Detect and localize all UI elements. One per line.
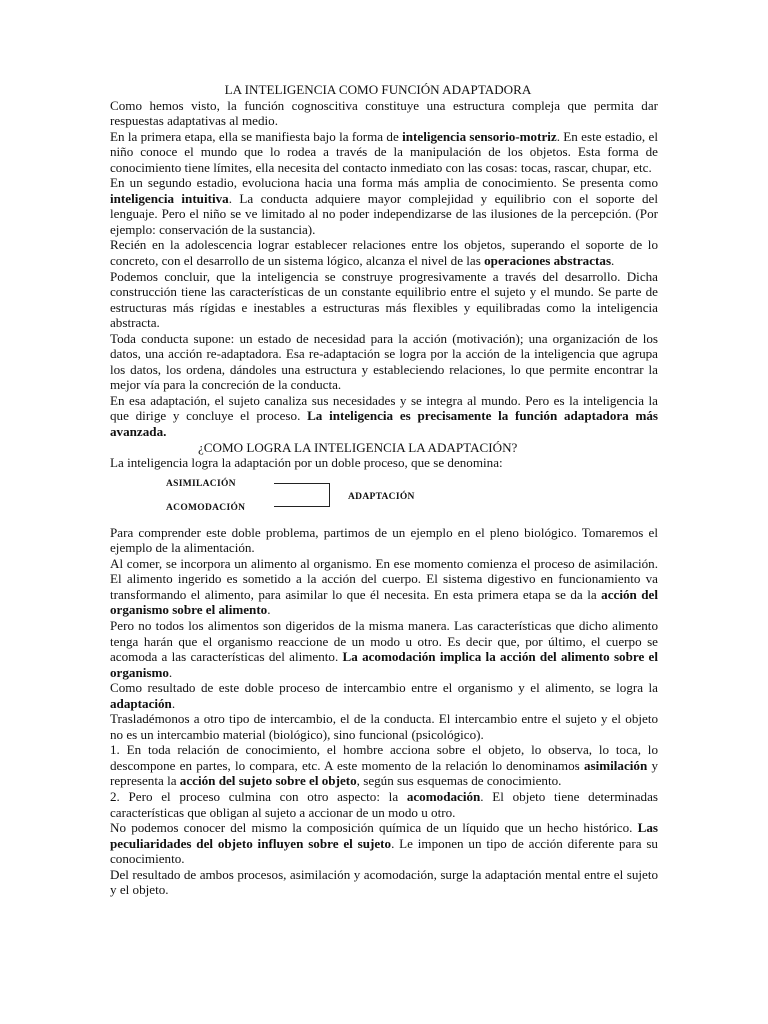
text-run: Recién en la adolescencia lograr establecer relaciones entre los objetos, superando el soporte de lo concreto, con el desarrollo de un sistema lógico, alcanza el nivel de las xyxy=(110,237,658,269)
text-run: En la primera etapa, ella se manifiesta bajo la forma de xyxy=(110,128,403,144)
text-run: Como hemos visto, la función cognoscitiva constituye una estructura compleja que permita dar respuestas adaptativas al medio. xyxy=(110,97,658,129)
diagram-bracket xyxy=(274,483,330,507)
paragraph xyxy=(110,237,658,268)
paragraph xyxy=(110,393,658,440)
text-run: . La conducta adquiere mayor complejidad y equilibrio con el soporte del lenguaje. Pero el niño se ve limitado al no poder independizarse de las ilusiones de la percepción. (Por ejemplo: conservación de la sustancia). xyxy=(110,190,659,237)
text-run: . xyxy=(171,695,176,711)
bold-term: inteligencia intuitiva xyxy=(110,190,229,206)
text-run: Para comprender este doble problema, partimos de un ejemplo en el pleno biológico. Tomaremos el ejemplo de la alimentación. xyxy=(110,524,658,556)
paragraph xyxy=(110,98,658,129)
bold-term: asimilación xyxy=(583,757,648,773)
bold-term: acomodación xyxy=(406,788,481,804)
text-run: Al comer, se incorpora un alimento al organismo. En ese momento comienza el proceso de asimilación. El alimento ingerido es sometido a la acción del cuerpo. El sistema digestivo en funcionamiento va transformando el alimento, para asimilar lo que él necesita. En esta primera etapa se da la xyxy=(110,555,658,602)
text-run: Podemos concluir, que la inteligencia se construye progresivamente a través del desarrollo. Dicha construcción tiene las características de un constante equilibrio entre el sujeto y el mundo. Se parte de estructuras más rígidas e inestables a estructuras más flexibles y equilibradas como la inteligencia abstracta. xyxy=(110,268,658,331)
paragraph xyxy=(110,711,658,742)
paragraph xyxy=(110,618,658,680)
text-run: . xyxy=(168,664,173,680)
paragraph xyxy=(110,789,658,820)
adaptation-diagram xyxy=(110,473,658,517)
text-run: 1. En toda relación de conocimiento, el hombre acciona sobre el objeto, lo observa, lo toca, lo descompone en partes, lo compara, etc. A este momento de la relación lo denominamos xyxy=(110,742,658,773)
section-subtitle: ¿COMO LOGRA LA INTELIGENCIA LA ADAPTACIÓN? xyxy=(198,439,518,455)
paragraph xyxy=(110,525,658,556)
text-run: No podemos conocer del mismo la composición química de un líquido que un hecho histórico. xyxy=(110,820,638,836)
paragraph xyxy=(110,556,658,618)
text-run: En esa adaptación, el sujeto canaliza sus necesidades y se integra al mundo. Pero es la inteligencia la que dirige y concluye el proceso. xyxy=(110,392,658,424)
text-run: . En este estadio, el niño conoce el mundo que lo rodea a través de la manipulación de los objetos. Esta forma de conocimiento tiene límites, ella necesita del contacto inmediato con las cosas: tocas, rascar, chupar, etc. xyxy=(110,128,658,175)
bold-term: La inteligencia es precisamente la función adaptadora más avanzada. xyxy=(110,408,658,440)
bold-term: operaciones abstractas xyxy=(484,253,612,269)
paragraph xyxy=(110,175,658,237)
text-run: . El objeto tiene determinadas características que obligan al sujeto a accionar de un modo u otro. xyxy=(110,788,658,820)
bold-term: Las peculiaridades del objeto influyen sobre el sujeto xyxy=(110,820,658,851)
section-adaptation-process xyxy=(110,525,658,898)
section-intelligence-adaptive-function xyxy=(110,98,658,440)
document-title: LA INTELIGENCIA COMO FUNCIÓN ADAPTADORA xyxy=(224,82,532,97)
paragraph xyxy=(110,742,658,789)
text-run: Como resultado de este doble proceso de intercambio entre el organismo y el alimento, se logra la xyxy=(110,680,658,696)
bold-term: La acomodación implica la acción del alimento sobre el organismo xyxy=(110,649,658,680)
paragraph xyxy=(110,129,658,176)
diagram-label-asimilacion: ASIMILACIÓN xyxy=(166,478,236,489)
paragraph xyxy=(110,331,658,393)
intro-line: La inteligencia logra la adaptación por un doble proceso, que se denomina: xyxy=(110,455,503,471)
text-run: Toda conducta supone: un estado de necesidad para la acción (motivación); una organización de los datos, una acción re-adaptadora. Esa re-adaptación se logra por la acción de la inteligencia que agrupa los datos, los ordena, dándoles una estructura y estableciendo relaciones, lo que permite encontrar la mejor vía para la concreción de la conducta. xyxy=(110,330,658,393)
text-run: En un segundo estadio, evoluciona hacia una forma más amplia de conocimiento. Se presenta como xyxy=(110,175,658,191)
paragraph xyxy=(110,867,658,898)
diagram-label-acomodacion: ACOMODACIÓN xyxy=(166,502,246,513)
text-run: Trasladémonos a otro tipo de intercambio, el de la conducta. El intercambio entre el sujeto y el objeto no es un intercambio material (biológico), sino funcional (psicológico). xyxy=(110,711,658,742)
bold-term: acción del organismo sobre el alimento xyxy=(110,586,659,618)
text-run: 2. Pero el proceso culmina con otro aspecto: la xyxy=(110,788,407,804)
bold-term: acción del sujeto sobre el objeto xyxy=(179,773,357,789)
paragraph xyxy=(110,820,658,867)
paragraph xyxy=(110,269,658,331)
paragraph xyxy=(110,680,658,711)
diagram-label-adaptacion: ADAPTACIÓN xyxy=(348,491,415,502)
text-run: . xyxy=(611,253,615,269)
text-run: , según sus esquemas de conocimiento. xyxy=(356,773,562,789)
bold-term: adaptación xyxy=(110,695,172,711)
text-run: Del resultado de ambos procesos, asimilación y acomodación, surge la adaptación mental entre el sujeto y el objeto. xyxy=(110,866,658,898)
text-run: . Le imponen un tipo de acción diferente para su conocimiento. xyxy=(110,835,658,867)
text-run: Pero no todos los alimentos son digeridos de la misma manera. Las características que dicho alimento tenga harán que el organismo reaccione de un modo u otro. Es decir que, por último, el cuerpo se acomoda a las características del alimento. xyxy=(110,617,658,665)
text-run: y representa la xyxy=(110,757,659,789)
text-run: . xyxy=(267,602,271,618)
bold-term: inteligencia sensorio-motriz xyxy=(402,128,557,144)
